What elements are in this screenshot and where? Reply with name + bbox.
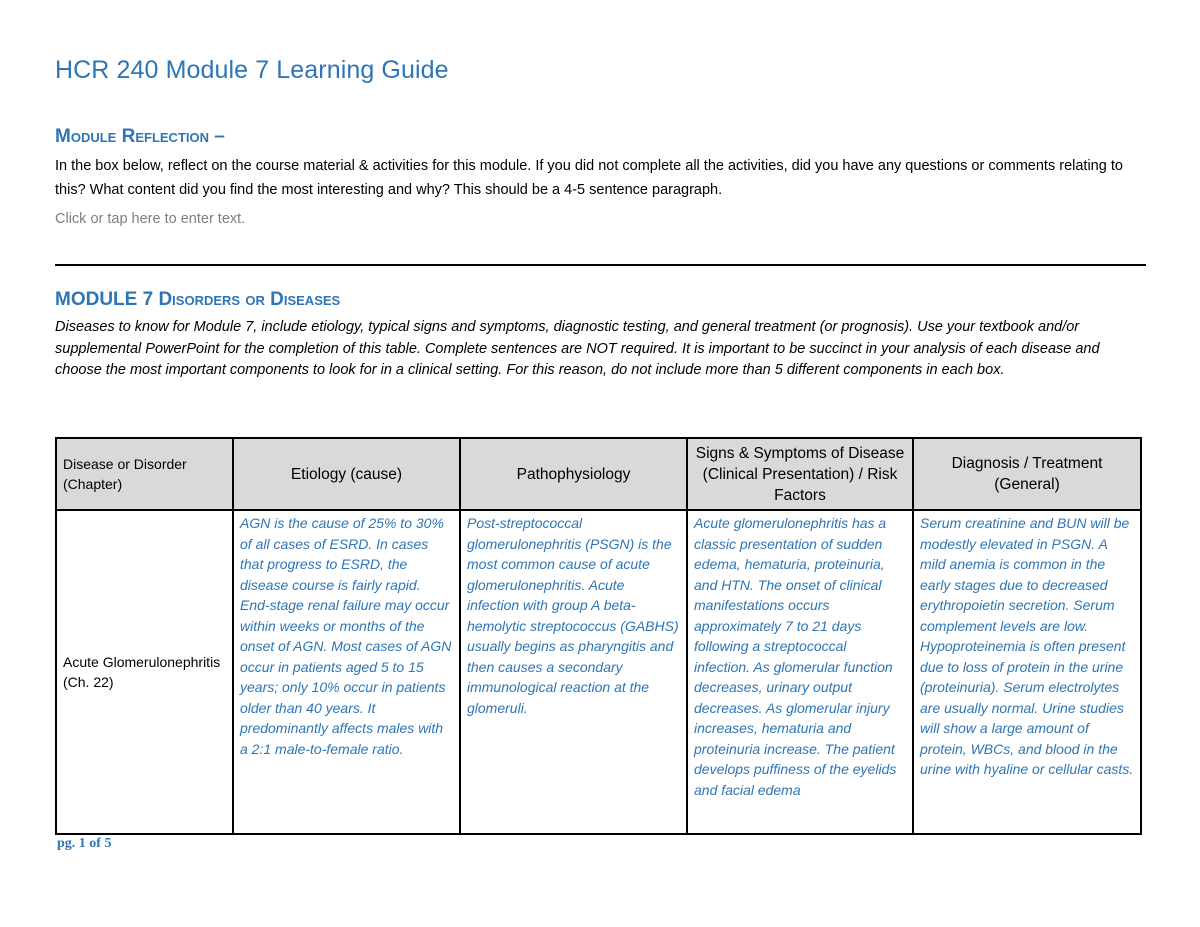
header-signs-symptoms: Signs & Symptoms of Disease (Clinical Presentation) / Risk Factors: [687, 438, 913, 510]
section-divider: [55, 264, 1146, 266]
header-diagnosis-treatment: Diagnosis / Treatment (General): [913, 438, 1141, 510]
cell-signs-symptoms[interactable]: Acute glomerulonephritis has a classic presentation of sudden edema, hematuria, proteinuria, and HTN. The onset of clinical manifestations occurs approximately 7 to 21 days following a streptococcal infection. As glomerular function decreases, urinary output decreases. As glomerular injury increases, hematuria and proteinuria increase. The patient develops puffiness of the eyelids and facial edema: [687, 510, 913, 834]
header-etiology: Etiology (cause): [233, 438, 460, 510]
page-number: pg. 1 of 5: [57, 836, 112, 851]
table-header-row: [56, 438, 1141, 510]
reflection-prompt: In the box below, reflect on the course material & activities for this module. If you did not complete all the activities, did you have any questions or comments relating to this? What content did you find the most interesting and why? This should be a 4-5 sentence paragraph.: [55, 158, 1123, 198]
cell-diagnosis-treatment[interactable]: Serum creatinine and BUN will be modestly elevated in PSGN. A mild anemia is common in the early stages due to decreased erythropoietin secretion. Serum complement levels are low. Hypoproteinemia is often present due to loss of protein in the urine (proteinuria). Serum electrolytes are usually normal. Urine studies will show a large amount of protein, WBCs, and blood in the urine with hyaline or cellular casts.: [913, 510, 1141, 834]
header-pathophysiology: Pathophysiology: [460, 438, 687, 510]
header-disease: Disease or Disorder (Chapter): [56, 438, 233, 510]
disorders-heading: MODULE 7 Disorders or Diseases: [55, 289, 341, 310]
disorders-instructions: Diseases to know for Module 7, include etiology, typical signs and symptoms, diagnostic testing, and general treatment (or prognosis). Use your textbook and/or supplemental PowerPoint for the completion of this table. Complete sentences are NOT required. It is important to be succinct in your analysis of each disease and choose the most important components to look for in a clinical setting. For this reason, do not include more than 5 different components in each box.: [55, 319, 1100, 378]
table-row: [56, 510, 1141, 834]
disease-table: [55, 437, 1142, 835]
reflection-input[interactable]: Click or tap here to enter text.: [55, 211, 246, 227]
cell-etiology[interactable]: AGN is the cause of 25% to 30% of all cases of ESRD. In cases that progress to ESRD, the disease course is fairly rapid. End-stage renal failure may occur within weeks or months of the onset of AGN. Most cases of AGN occur in patients aged 5 to 15 years; only 10% occur in patients older than 40 years. It predominantly affects males with a 2:1 male-to-female ratio.: [233, 510, 460, 834]
cell-pathophysiology[interactable]: Post-streptococcal glomerulonephritis (PSGN) is the most common cause of acute glomerulonephritis. Acute infection with group A beta-hemolytic streptococcus (GABHS) usually begins as pharyngitis and then causes a secondary immunological reaction at the glomeruli.: [460, 510, 687, 834]
reflection-heading: Module Reflection –: [55, 126, 225, 147]
cell-disease: Acute Glomerulonephritis (Ch. 22): [56, 510, 233, 834]
page-title: HCR 240 Module 7 Learning Guide: [55, 56, 449, 84]
